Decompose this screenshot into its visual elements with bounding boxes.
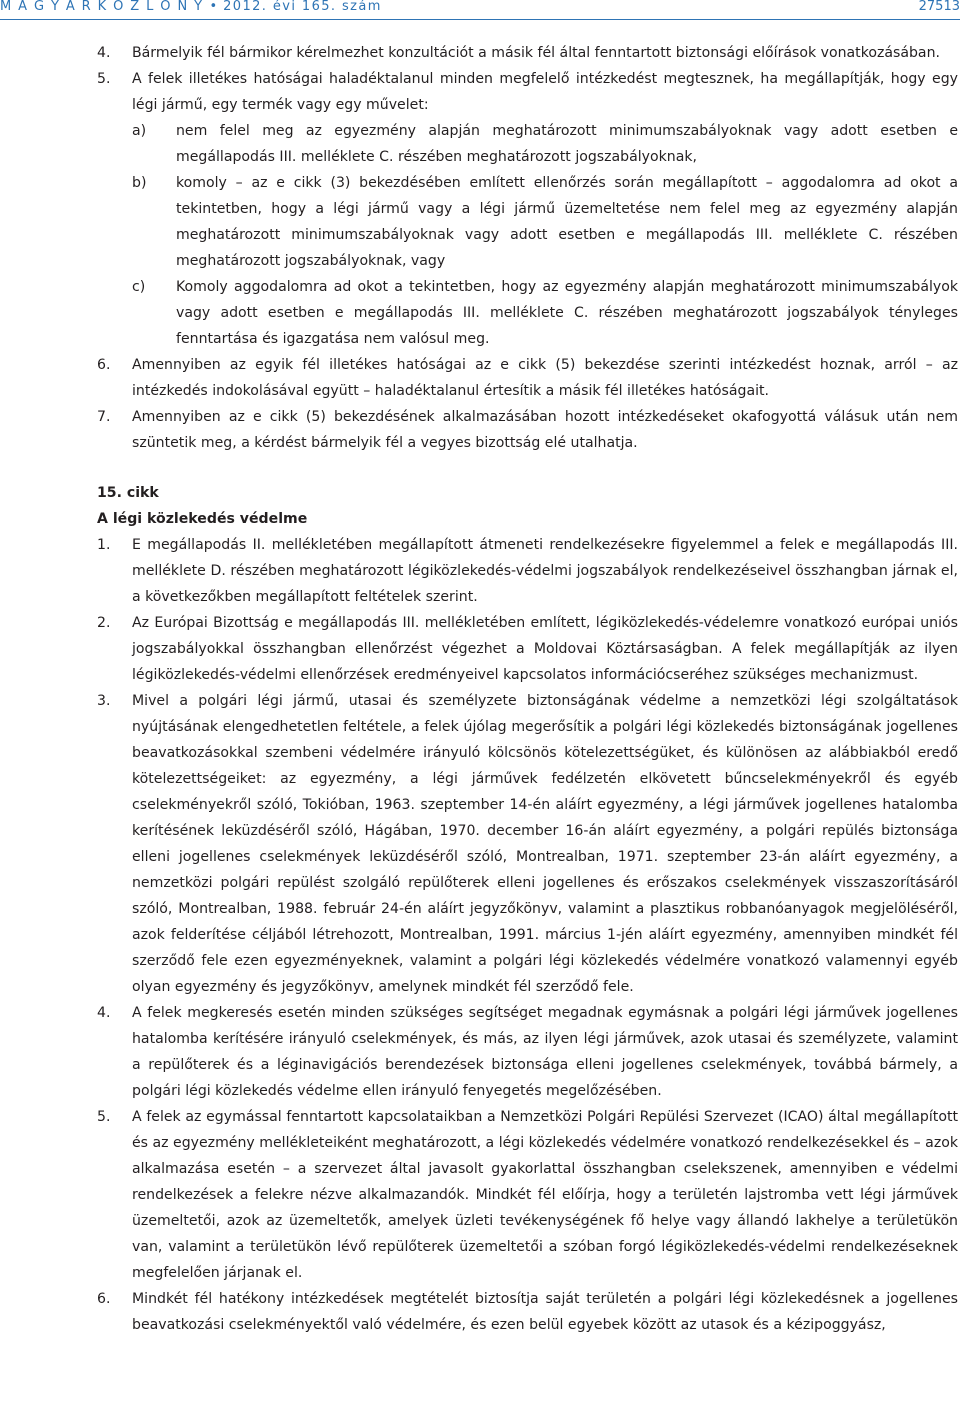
paragraph-number: a) (132, 123, 147, 139)
paragraph-number: c) (132, 279, 146, 295)
paragraph-text: Komoly aggodalomra ad okot a tekintetben, hogy az egyezmény alapján meghatározott minimumszabályok vagy adott esetben e megállapodás III. melléklete C. részében meghatározott jogszabályok tényleges fenntartása és igazgatása nem valósul meg. (176, 279, 958, 347)
header-rule (0, 19, 960, 20)
paragraph-text: A felek az egymással fenntartott kapcsolataikban a Nemzetközi Polgári Repülési Szervezet (ICAO) által megállapított és az egyezmény mellékleteiként meghatározott, a légi közlekedés védelmére vonatkozó rendelkezésekkel és – azok alkalmazása esetén – a szervezet által javasolt gyakorlattal összhangban cselekszenek, amennyiben e védelmi rendelkezések a felekre nézve alkalmazandók. Mindkét fél előírja, hogy a területén lajstromba vett légi járművek üzemeltetői, azok az üzemeltetők, amelyek üzleti tevékenységének fő helye vagy állandó lakhelye a területükön van, valamint a területükön lévő repülőterek üzemeltetői a szóban forgó légiközlekedés-védelmi rendelkezéseknek megfelelően járjanak el. (132, 1109, 958, 1281)
paragraph-number: 5. (97, 1109, 111, 1125)
sub-paragraph (0, 170, 958, 274)
title-separator: • (209, 0, 218, 14)
paragraph-text: Mivel a polgári légi jármű, utasai és személyzete biztonságának védelme a nemzetközi légi szolgáltatások nyújtásának elengedhetetlen feltétele, a felek újólag megerősítik a polgári légi közlekedés biztonságának jogellenes beavatkozásokkal szembeni védelmére irányuló kölcsönös kötelezettségüket, és különösen az alábbiakból eredő kötelezettségeiket: az egyezmény, a légi járművek fedélzetén elkövetett bűncselekményekről és egyéb cselekményekről szóló, Tokióban, 1963. szeptember 14-én aláírt egyezmény, a légi járművek jogellenes hatalomba kerítésének leküzdéséről szóló, Hágában, 1970. december 16-án aláírt egyezmény, a polgári repülés biztonsága elleni jogellenes cselekmények leküzdéséről szóló, Montrealban, 1971. szeptember 23-án aláírt egyezmény, a nemzetközi polgári repülést szolgáló repülőterek elleni jogellenes és erőszakos cselekmények visszaszorításáról szóló, Montrealban, 1988. február 24-én aláírt jegyzőkönyv, valamint a plasztikus robbanóanyagok megjelöléséről, azok felderítése céljából létrehozott, Montrealban, 1991. március 1-jén aláírt egyezmény, amennyiben mindkét fél szerződő fele ezen egyezményeknek, valamint a polgári légi közlekedés védelmére vonatkozó valamennyi egyéb olyan egyezmény és jegyzőkönyv, amelynek mindkét fél szerződő fele. (132, 693, 958, 995)
paragraph-number: 5. (97, 71, 111, 87)
section-heading: 15. cikk (97, 485, 159, 501)
paragraph-text: komoly – az e cikk (3) bekezdésében említett ellenőrzés során megállapított – aggodalomra ad okot a tekintetben, hogy a légi jármű vagy a légi jármű üzemeltetése nem felel meg az egyezmény alapján meghatározott minimumszabályoknak vagy adott esetben e megállapodás III. melléklete C. részében meghatározott jogszabályoknak, vagy (176, 175, 958, 269)
paragraph-text: Amennyiben az e cikk (5) bekezdésének alkalmazásában hozott intézkedéseket okafogyottá válásuk után nem szüntetik meg, a kérdést bármelyik fél a vegyes bizottság elé utalhatja. (132, 409, 958, 451)
section-spacer (0, 456, 958, 480)
numbered-paragraph (0, 1000, 958, 1104)
paragraph-number: 6. (97, 1291, 111, 1307)
paragraph-number: 7. (97, 409, 111, 425)
paragraph-number: 1. (97, 537, 111, 553)
paragraph-number: b) (132, 175, 147, 191)
numbered-paragraph (0, 352, 958, 404)
paragraph-text: nem felel meg az egyezmény alapján meghatározott minimumszabályoknak vagy adott esetben e megállapodás III. melléklete C. részében meghatározott jogszabályoknak, (176, 123, 958, 165)
paragraph-number: 3. (97, 693, 111, 709)
document-body (0, 40, 958, 1338)
numbered-paragraph (0, 688, 958, 1000)
numbered-paragraph (0, 66, 958, 118)
sub-paragraph (0, 274, 958, 352)
paragraph-text: E megállapodás II. mellékletében megállapított átmeneti rendelkezésekre figyelemmel a felek e megállapodás III. melléklete D. részében meghatározott légiközlekedés-védelmi jogszabályok rendelkezéseivel összhangban járnak el, a következőkben megállapított feltételek szerint. (132, 537, 958, 605)
publication-title (0, 0, 382, 14)
paragraph-text: A felek illetékes hatóságai haladéktalanul minden megfelelő intézkedést megtesznek, ha megállapítják, hogy egy légi jármű, egy termék vagy egy művelet: (132, 71, 958, 113)
numbered-paragraph (0, 404, 958, 456)
paragraph-text: Mindkét fél hatékony intézkedések megtételét biztosítja saját területén a polgári légi közlekedésnek a jogellenes beavatkozási cselekményektől való védelmére, és ezen belül egyebek között az utasok és a kézipoggyász, (132, 1291, 958, 1333)
paragraph-text: Bármelyik fél bármikor kérelmezhet konzultációt a másik fél által fenntartott biztonsági előírások vonatkozásában. (132, 45, 940, 61)
sub-paragraph (0, 118, 958, 170)
publication-name: M A G Y A R K Ö Z L Ö N Y (0, 0, 204, 14)
paragraph-text: A felek megkeresés esetén minden szükséges segítséget megadnak egymásnak a polgári légi járművek jogellenes hatalomba kerítésére irányuló cselekmények, és más, az ilyen légi járművek, azok utasai és személyzete, valamint a repülőterek és a léginavigációs berendezések biztonsága elleni jogellenes cselekmények, továbbá bármely, a polgári légi közlekedés védelme ellen irányuló fenyegetés megelőzésében. (132, 1005, 958, 1099)
paragraph-text: Az Európai Bizottság e megállapodás III. mellékletében említett, légiközlekedés-védelemre vonatkozó európai uniós jogszabályokkal összhangban ellenőrzést végezhet a Moldovai Köztársaságban. A felek megállapítják az ilyen légiközlekedés-védelmi ellenőrzések eredményeivel kapcsolatos információcseréhez szükséges mechanizmust. (132, 615, 958, 683)
paragraph-number: 4. (97, 45, 111, 61)
paragraph-text: Amennyiben az egyik fél illetékes hatóságai az e cikk (5) bekezdése szerinti intézkedést hoznak, arról – az intézkedés indokolásával együtt – haladéktalanul értesítik a másik fél illetékes hatóságait. (132, 357, 958, 399)
numbered-paragraph (0, 1286, 958, 1338)
issue-label: 2012. évi 165. szám (223, 0, 382, 14)
numbered-paragraph (0, 40, 958, 66)
numbered-paragraph (0, 1104, 958, 1286)
page-number: 27513 (918, 0, 960, 14)
numbered-paragraph (0, 532, 958, 610)
paragraph-number: 2. (97, 615, 111, 631)
numbered-paragraph (0, 610, 958, 688)
section-heading: A légi közlekedés védelme (97, 511, 308, 527)
paragraph-number: 6. (97, 357, 111, 373)
paragraph-number: 4. (97, 1005, 111, 1021)
